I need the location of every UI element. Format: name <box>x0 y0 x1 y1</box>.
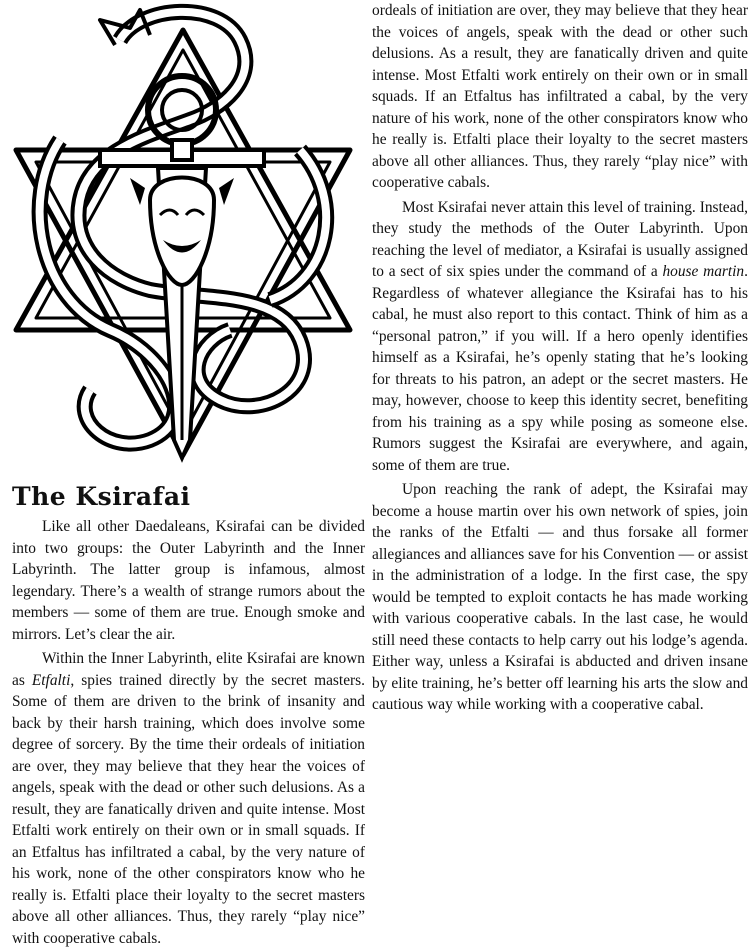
text-run: Within the Inner Labyrinth, elite Ksirafai are known as <box>12 650 365 689</box>
paragraph: ordeals of initiation are over, they may believe that they hear the voices of angels, speak with the dead or other such delusions. As a result, they are fanatically driven and quite intense. Most Etfalti work entirely on their own or in small squads. If an Etfaltus has infiltrated a cabal, by the very nature of his work, none of the other conspirators know who he really is. Etfalti place their loyalty to the secret masters above all other alliances. Thus, they rarely “play nice” with cooperative cabals. <box>372 2 748 191</box>
text-run: Most Ksirafai never attain this level of training. Instead, they study the methods of the Outer Labyrinth. Upon reaching the level of mediator, a Ksirafai is usually assigned to a sect of six spies under the command of a <box>372 198 748 280</box>
paragraph <box>12 648 365 949</box>
italic-term: Etfalti <box>31 671 71 689</box>
italic-term: house martin <box>662 263 745 280</box>
section-heading: The Ksirafai <box>12 482 191 511</box>
text-run: . Regardless of whatever allegiance the Ksirafai has to his cabal, he must also report to this contact. Think of him as a “personal patron,” if you will. If a hero openly identifies himself as a Ksirafai, he’s openly stating that he’s looking for threats to his patron, an adept or the secret masters. He may, however, choose to keep this identity secret, benefiting from his training as a spy while posing as someone else. Rumors suggest the Ksirafai are everywhere, and again, some of them are true. <box>372 263 748 474</box>
grinning-mask-icon <box>130 178 234 286</box>
paragraph: Like all other Daedaleans, Ksirafai can be divided into two groups: the Outer Labyrinth and the Inner Labyrinth. The latter group is infamous, almost legendary. There’s a wealth of strange rumors about the members — some of them are true. Enough smoke and mirrors. Let’s clear the air. <box>12 518 365 643</box>
right-text-column <box>372 0 748 716</box>
daedalean-emblem-illustration <box>0 0 365 470</box>
text-run: , spies trained directly by the secret masters. Some of them are driven to the brink of insanity and back by their harsh training, which does involve some degree of sorcery. By the time their ordeals of initiation are over, they may believe that they hear the voices of angels, speak with the dead or other such delusions. As a result, they are fanatically driven and quite intense. Most Etfalti work entirely on their own or in small squads. If an Etfaltus has infiltrated a cabal, by the very nature of his work, none of the other conspirators know who he really is. Etfalti place their loyalty to the secret masters above all other alliances. Thus, they rarely “play nice” with cooperative cabals. <box>12 671 365 947</box>
paragraph <box>372 197 748 477</box>
paragraph: Upon reaching the rank of adept, the Ksirafai may become a house martin over his own network of spies, join the ranks of the Etfalti — and thus forsake all former allegiances and alliances save for his Convention — or assist in the administration of a lodge. In the first case, the spy would be tempted to exploit contacts he has made working with various cooperative cabals. In the last case, he would still need these contacts to help carry out his lodge’s agenda. Either way, unless a Ksirafai is abducted and driven insane by elite training, he’s better off learning his arts the slow and cautious way while working with a cooperative cabal. <box>372 481 748 713</box>
left-text-column <box>12 482 365 949</box>
